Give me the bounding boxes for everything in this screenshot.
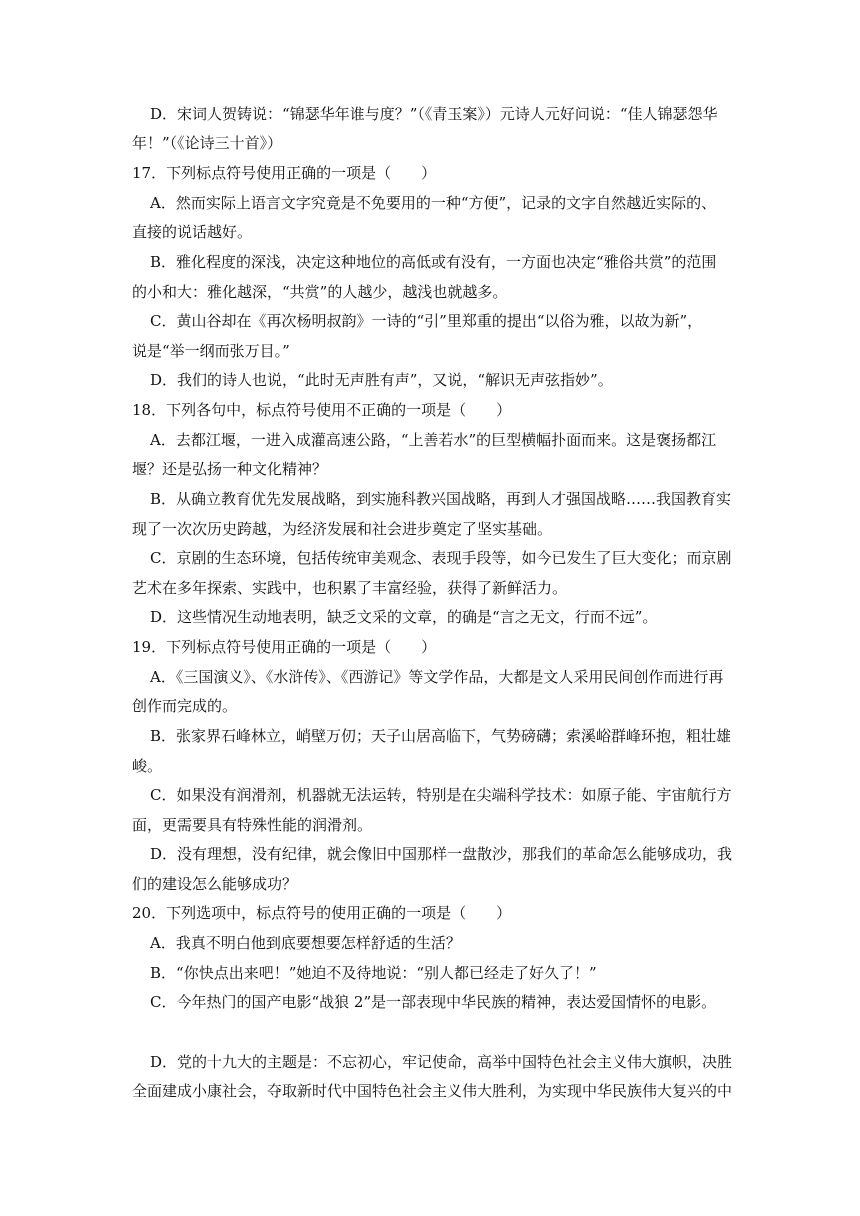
q16-option-d-line2: 年！”（《论诗三十首》） [132, 134, 283, 152]
q19-option-d-line1: D．没有理想，没有纪律，就会像旧中国那样一盘散沙，那我们的革命怎么能够成功，我 [150, 845, 733, 863]
q19-option-c-line2: 面，更需要具有特殊性能的润滑剂。 [132, 816, 373, 834]
q20-option-a: A．我真不明白他到底要想要怎样舒适的生活？ [150, 934, 461, 952]
q18-option-c-line1: C．京剧的生态环境，包括传统审美观念、表现手段等，如今已发生了巨大变化；而京剧 [150, 549, 732, 567]
q18-option-b-line2: 现了一次次历史跨越，为经济发展和社会进步奠定了坚实基础。 [132, 520, 553, 538]
q18-option-c-line2: 艺术在多年探索、实践中，也积累了丰富经验，获得了新鲜活力。 [132, 579, 568, 597]
q20-option-b: B．“你快点出来吧！”她迫不及待地说：“别人都已经走了好久了！” [150, 964, 597, 982]
q19-option-a-line2: 创作而完成的。 [132, 697, 238, 715]
q19-stem: 19．下列标点符号使用正确的一项是（ ） [132, 638, 437, 656]
q20-stem: 20．下列选项中，标点符号的使用正确的一项是（ ） [132, 904, 512, 922]
q19-option-b-line2: 峻。 [132, 757, 163, 775]
q19-option-c-line1: C．如果没有润滑剂，机器就无法运转，特别是在尖端科学技术：如原子能、宇宙航行方 [150, 786, 732, 804]
q17-option-a-line2: 直接的说话越好。 [132, 223, 253, 241]
q17-option-d: D．我们的诗人也说，“此时无声胜有声”，又说，“解识无声弦指妙”。 [150, 371, 613, 389]
q16-option-d-line1: D．宋词人贺铸说：“锦瑟华年谁与度？”（《青玉案》）元诗人元好问说：“佳人锦瑟怨华 [150, 105, 718, 123]
q20-option-d-line2: 全面建成小康社会，夺取新时代中国特色社会主义伟大胜利，为实现中华民族伟大复兴的中 [132, 1082, 733, 1100]
q18-option-a-line2: 堰？还是弘扬一种文化精神？ [132, 460, 328, 478]
q18-option-d: D．这些情况生动地表明，缺乏文采的文章，的确是“言之无文，行而不远”。 [150, 608, 658, 626]
q19-option-a-line1: A．《三国演义》、《水浒传》、《西游记》等文学作品，大都是文人采用民间创作而进行再 [150, 668, 724, 686]
q20-option-d-line1: D．党的十九大的主题是：不忘初心，牢记使命，高举中国特色社会主义伟大旗帜，决胜 [150, 1053, 733, 1071]
q17-option-c-line1: C．黄山谷却在《再次杨明叔韵》一诗的“引”里郑重的提出“以俗为雅，以故为新”， [150, 312, 703, 330]
q17-option-b-line1: B．雅化程度的深浅，决定这种地位的高低或有没有，一方面也决定“雅俗共赏”的范围 [150, 253, 717, 271]
q17-option-b-line2: 的小和大：雅化越深，“共赏”的人越少，越浅也就越多。 [132, 283, 508, 301]
q18-option-a-line1: A．去都江堰，一进入成灌高速公路，“上善若水”的巨型横幅扑面而来。这是褒扬都江 [150, 431, 717, 449]
q17-option-c-line2: 说是“举一纲而张万目。” [132, 342, 290, 360]
q19-option-d-line2: 们的建设怎么能够成功？ [132, 875, 298, 893]
q19-option-b-line1: B．张家界石峰林立，峭壁万仞；天子山居高临下，气势磅礴；索溪峪群峰环抱，粗壮雄 [150, 727, 732, 745]
q18-stem: 18．下列各句中，标点符号使用不正确的一项是（ ） [132, 401, 512, 419]
q17-option-a-line1: A．然而实际上语言文字究竟是不免要用的一种“方便”，记录的文字自然越近实际的、 [150, 194, 717, 212]
q18-option-b-line1: B．从确立教育优先发展战略，到实施科教兴国战略，再到人才强国战略……我国教育实 [150, 490, 732, 508]
q20-option-c: C．今年热门的国产电影“战狼 2”是一部表现中华民族的精神，表达爱国情怀的电影。 [150, 993, 717, 1011]
q17-stem: 17．下列标点符号使用正确的一项是（ ） [132, 164, 437, 182]
